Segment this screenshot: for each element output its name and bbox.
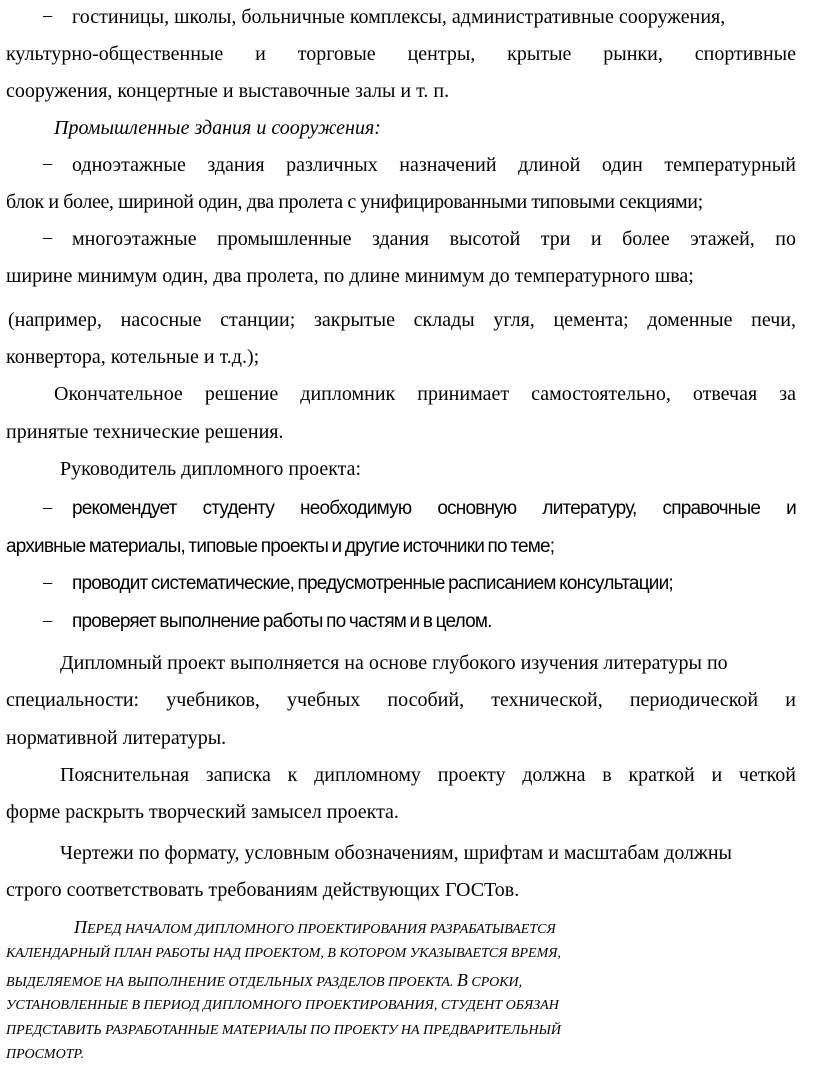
word: крытые [507,43,572,65]
word: учебных [287,689,361,711]
industrial-line3 [72,226,796,252]
word: и [590,228,602,250]
word: по [775,228,796,250]
word: самостоятельно, [531,383,671,405]
calendar-note-line3 [6,970,522,993]
word: склады [413,309,475,331]
bullet-dash: − [42,573,54,595]
final-decision-line2: принятые технические решения. [6,421,284,443]
word: центры, [407,43,476,65]
calendar-note-line5: ПРЕДСТАВИТЬ РАЗРАБОТАННЫЕ МАТЕРИАЛЫ ПО ПРОЕКТУ НА ПРЕДВАРИТЕЛЬНЫЙ [6,1023,561,1038]
word: записка [205,764,271,786]
word: здания [207,154,265,176]
supervisor-line3: проводит систематические, предусмотренные расписанием консультации; [72,573,673,594]
word: закрытые [313,309,395,331]
p1-line1: гостиницы, школы, больничные комплексы, административные сооружения, [72,6,726,28]
word: этажей, [690,228,755,250]
word: цемента; [553,309,629,331]
calendar-note-text: ЕРЕД НАЧАЛОМ ДИПЛОМНОГО ПРОЕКТИРОВАНИЯ РАЗРАБАТЫВАЕТСЯ [87,922,556,937]
word: в [602,764,612,786]
calendar-note-text: СРОКИ, [467,975,523,990]
word: здания [371,228,430,250]
bullet-dash: − [42,6,54,28]
diploma-basis-line1: Дипломный проект выполняется на основе глубокого изучения литературы по [60,652,728,674]
word: доменные [647,309,733,331]
word: и [255,43,266,65]
word: печи, [751,309,796,331]
word: необходимую [300,498,412,519]
word: основную [437,498,517,519]
word: справочные [662,498,761,519]
word: насосные [120,309,202,331]
calendar-note-text: ВЫДЕЛЯЕМОЕ НА ВЫПОЛНЕНИЕ ОТДЕЛЬНЫХ РАЗДЕЛОВ ПРОЕКТА. [6,975,454,990]
word: дипломному [314,764,421,786]
bullet-dash: − [42,154,54,176]
word: торговые [297,43,376,65]
industrial-line6: конвертора, котельные и т.д.); [6,346,260,368]
initial-letter: В [456,970,468,990]
word: Пояснительная [60,764,190,786]
drawings-line2: строго соответствовать требованиям действующих ГОСТов. [6,879,520,901]
word: учебников, [166,689,260,711]
word: краткой [628,764,695,786]
word: угля, [493,309,535,331]
word: культурно-общественные [6,43,224,65]
word: студенту [202,498,275,519]
final-decision-line1 [54,381,796,407]
word: высотой [449,228,521,250]
explanatory-note-line2: форме раскрыть творческий замысел проекта. [6,801,399,823]
word: должна [522,764,586,786]
word: одноэтажные [72,154,186,176]
word: назначений [399,154,497,176]
bullet-dash: − [42,498,54,520]
word: отвечая [692,383,758,405]
calendar-note-line6: ПРОСМОТР. [6,1047,85,1062]
word: решение [204,383,279,405]
supervisor-line4: проверяет выполнение работы по частям и в целом. [72,611,492,632]
word: Окончательное [54,383,183,405]
word: один [601,154,643,176]
p1-line2 [6,41,796,67]
word: проекту [437,764,506,786]
word: к [287,764,298,786]
word: промышленные [217,228,352,250]
diploma-basis-line2 [6,687,796,713]
word: и [711,764,723,786]
word: (например, [8,309,102,331]
supervisor-line2: архивные материалы, типовые проекты и другие источники по теме; [6,536,555,557]
word: длиной [518,154,581,176]
word: четкой [738,764,796,786]
word: периодической [629,689,759,711]
initial-letter: П [74,917,87,937]
word: многоэтажные [72,228,197,250]
word: рекомендует [72,498,177,519]
word: различных [286,154,378,176]
word: и [786,498,796,519]
supervisor-line1 [72,496,796,522]
p1-line3: сооружения, концертные и выставочные залы и т. п. [6,80,450,102]
bullet-dash: − [42,611,54,633]
word: за [779,383,796,405]
diploma-basis-line3: нормативной литературы. [6,727,227,749]
word: более [622,228,670,250]
word: станции; [220,309,296,331]
word: пособий, [387,689,465,711]
word: дипломник [300,383,396,405]
calendar-note-line4: УСТАНОВЛЕННЫЕ В ПЕРИОД ДИПЛОМНОГО ПРОЕКТИРОВАНИЯ, СТУДЕНТ ОБЯЗАН [6,998,559,1013]
explanatory-note-line1 [60,762,796,788]
industrial-line5 [8,307,796,333]
word: технической, [491,689,603,711]
word: литературу, [542,498,637,519]
word: рынки, [603,43,663,65]
industrial-line2: блок и более, шириной один, два пролета с унифицированными типовыми секциями; [6,191,703,213]
drawings-line1: Чертежи по формату, условным обозначениям, шрифтам и масштабам должны [60,842,732,864]
word: принимает [417,383,510,405]
word: и [785,689,796,711]
word: специальности: [6,689,140,711]
calendar-note-line1 [74,917,556,940]
supervisor-heading: Руководитель дипломного проекта: [60,458,362,480]
industrial-heading: Промышленные здания и сооружения: [54,117,381,139]
calendar-note-line2: КАЛЕНДАРНЫЙ ПЛАН РАБОТЫ НАД ПРОЕКТОМ, В КОТОРОМ УКАЗЫВАЕТСЯ ВРЕМЯ, [6,946,561,961]
bullet-dash: − [42,228,54,250]
word: температурный [664,154,796,176]
word: спортивные [694,43,796,65]
industrial-line4: ширине минимум один, два пролета, по длине минимум до температурного шва; [6,265,694,287]
industrial-line1 [72,152,796,178]
word: три [540,228,571,250]
